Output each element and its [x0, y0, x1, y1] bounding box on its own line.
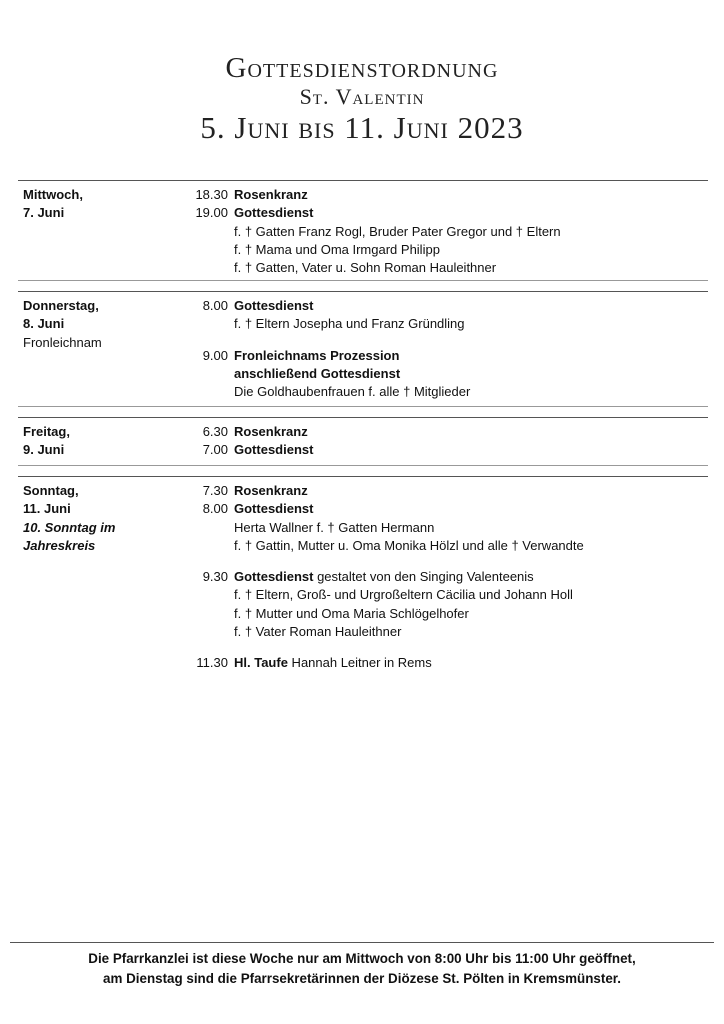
service-entry [186, 568, 708, 641]
service-time: 7.00 [202, 442, 228, 458]
feast-name-continued: Jahreskreis [23, 537, 96, 553]
service-time: 8.00 [202, 298, 228, 313]
day-date: 11. Juni [23, 501, 71, 517]
service-note: gestaltet von den Singing Valenteenis [313, 569, 534, 585]
service-time: 6.30 [202, 424, 228, 439]
divider [18, 280, 708, 291]
service-time: 9.30 [202, 569, 228, 585]
day-block-friday [18, 417, 708, 465]
intention-line: f. † Mutter und Oma Maria Schlögelhofer [234, 605, 469, 621]
day-label [23, 482, 183, 555]
service-title: Hl. Taufe [234, 655, 288, 671]
intention-line: Die Goldhaubenfrauen f. alle † Mitglieder [234, 384, 471, 400]
service-time: 7.30 [202, 483, 228, 498]
feast-name: Fronleichnam [23, 334, 102, 350]
day-block-thursday [18, 291, 708, 406]
day-date: 9. Juni [23, 442, 65, 458]
service-title: Rosenkranz [234, 187, 308, 202]
service-time: 18.30 [195, 187, 228, 202]
service-title: Gottesdienst [234, 569, 314, 585]
parish-name: St. Valentin [299, 84, 425, 109]
intention-line: f. † Gatten Franz Rogl, Bruder Pater Gregor und † Eltern [234, 223, 561, 239]
intention-line: Herta Wallner f. † Gatten Hermann [234, 519, 435, 535]
day-name: Sonntag, [23, 483, 79, 498]
service-entry [186, 441, 708, 459]
service-schedule [18, 180, 708, 691]
notice-line: Die Pfarrkanzlei ist diese Woche nur am Mittwoch von 8:00 Uhr bis 11:00 Uhr geöffnet, [88, 951, 636, 966]
service-time: 8.00 [202, 501, 228, 517]
service-entry [186, 297, 708, 334]
day-label [23, 297, 183, 352]
service-title: Gottesdienst [234, 442, 314, 458]
service-time: 11.30 [196, 655, 228, 671]
service-time: 19.00 [195, 205, 228, 221]
service-entry [186, 482, 708, 500]
service-title-continued: anschließend Gottesdienst [234, 365, 401, 381]
intention-line: f. † Mama und Oma Irmgard Philipp [234, 241, 440, 257]
intention-line: f. † Gatten, Vater u. Sohn Roman Hauleithner [234, 260, 497, 276]
date-range: 5. Juni bis 11. Juni 2023 [200, 110, 524, 145]
service-title: Rosenkranz [234, 424, 308, 439]
service-time: 9.00 [202, 347, 228, 363]
service-title: Fronleichnams Prozession [234, 347, 400, 363]
day-date: 7. Juni [23, 205, 65, 221]
service-entry [186, 204, 708, 277]
service-title: Gottesdienst [234, 501, 314, 517]
office-hours-notice [10, 942, 714, 989]
page-title: Gottesdienstordnung [225, 52, 499, 84]
day-block-sunday [18, 476, 708, 691]
day-name: Freitag, [23, 424, 70, 439]
day-block-wednesday [18, 180, 708, 280]
service-entry [186, 423, 708, 441]
intention-line: f. † Eltern Josepha und Franz Gründling [234, 316, 465, 332]
intention-line: f. † Gattin, Mutter u. Oma Monika Hölzl und alle † Verwandte [234, 537, 584, 553]
intention-line: f. † Eltern, Groß- und Urgroßeltern Cäcilia und Johann Holl [234, 587, 573, 603]
service-entry [186, 654, 708, 672]
page-header [0, 50, 724, 146]
feast-name: 10. Sonntag im [23, 519, 116, 535]
service-entry [186, 500, 708, 555]
day-name: Mittwoch, [23, 187, 83, 202]
day-name: Donnerstag, [23, 298, 99, 313]
service-title: Rosenkranz [234, 483, 308, 498]
service-title: Gottesdienst [234, 298, 314, 313]
divider [18, 465, 708, 476]
day-label [23, 186, 183, 223]
day-date: 8. Juni [23, 316, 65, 332]
divider [18, 406, 708, 417]
day-label [23, 423, 183, 460]
service-title: Gottesdienst [234, 205, 314, 221]
service-entry [186, 186, 708, 204]
intention-line: f. † Vater Roman Hauleithner [234, 624, 402, 640]
service-entry [186, 347, 708, 402]
notice-line: am Dienstag sind die Pfarrsekretärinnen der Diözese St. Pölten in Kremsmünster. [103, 971, 621, 986]
service-note: Hannah Leitner in Rems [287, 655, 432, 671]
